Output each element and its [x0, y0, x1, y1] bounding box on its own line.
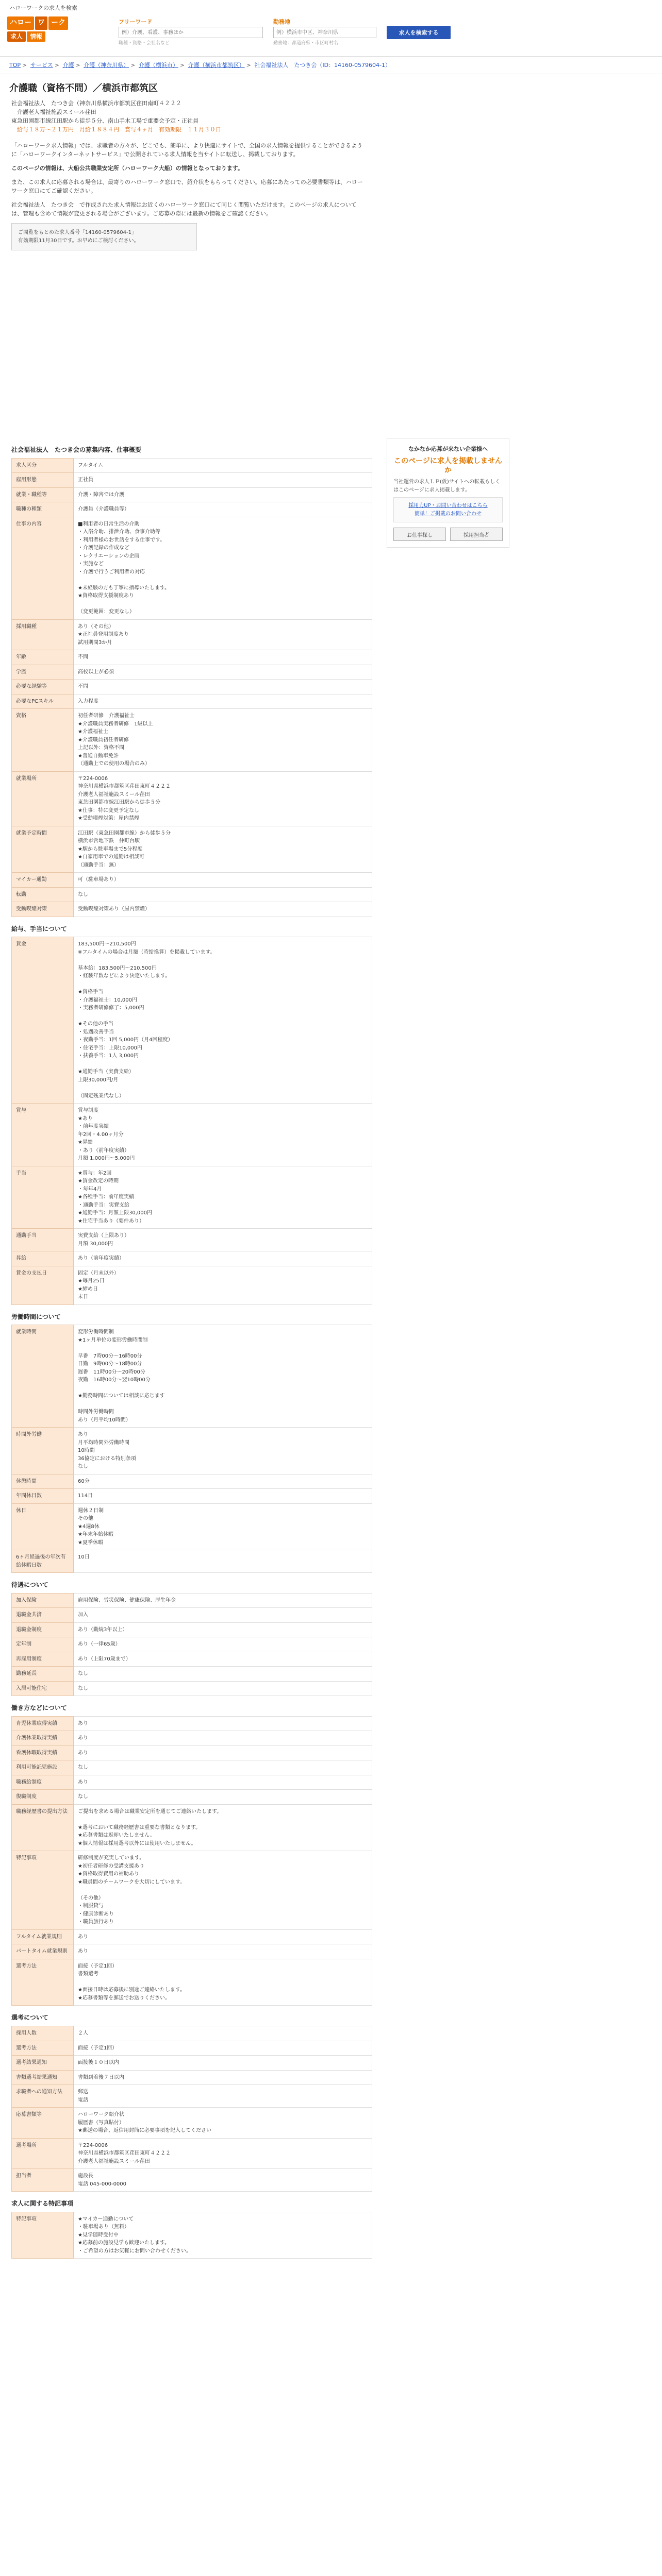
intro-paragraph: 社会福祉法人 たつき会 で作成された求人情報はお近くのハローワーク窓口にて同じく閲覧いただけます。このページの求人については、管理も含めて情報が変更される場合がございます。ご応募の際には最新の情報をご確認ください。	[11, 201, 357, 217]
table-row	[12, 1608, 372, 1623]
table-row	[12, 1550, 372, 1573]
table-row	[12, 937, 372, 1104]
row-value: あり	[74, 1944, 372, 1959]
row-label: 賃金	[12, 937, 74, 1104]
table-row	[12, 2108, 372, 2139]
table-row	[12, 619, 372, 650]
table-row	[12, 2056, 372, 2071]
table-row	[12, 1104, 372, 1166]
row-label: マイカー通勤	[12, 873, 74, 888]
detail-table	[11, 458, 372, 917]
row-label: 年齢	[12, 650, 74, 665]
row-label: 受動喫煙対策	[12, 902, 74, 917]
table-row	[12, 1790, 372, 1805]
row-value: なし	[74, 1667, 372, 1682]
row-label: 通勤手当	[12, 1229, 74, 1251]
area-input[interactable]	[273, 27, 376, 38]
breadcrumb-link[interactable]: 介護（横浜市都筑区）	[188, 62, 245, 69]
sidebar-buttons	[393, 528, 503, 541]
table-row	[12, 1667, 372, 1682]
row-value: 江田駅（東急田園都市線）から徒歩５分 横浜市営地下鉄 仲町台駅 ★駅から駐車場まで5分程度 ★自家用車での通勤は相談可 （通勤手当：無）	[74, 826, 372, 873]
row-value: あり（勤続3年以上）	[74, 1622, 372, 1637]
section-heading: 待遇について	[11, 1581, 48, 1589]
row-value: あり（前年度実績）	[74, 1251, 372, 1266]
table-row	[12, 1851, 372, 1930]
table-row	[12, 1745, 372, 1760]
table-row	[12, 1229, 372, 1251]
table-row	[12, 517, 372, 619]
detail-table	[11, 1716, 372, 2006]
row-label: 選考場所	[12, 2138, 74, 2169]
row-value: 不問	[74, 680, 372, 694]
row-label: 採用職種	[12, 619, 74, 650]
table-row	[12, 1266, 372, 1304]
row-label: 賞与	[12, 1104, 74, 1166]
logo-part: ハロー	[7, 16, 34, 30]
row-label: フルタイム就業規則	[12, 1929, 74, 1944]
breadcrumb-link[interactable]: 介護（神奈川県）	[84, 62, 129, 69]
row-value: 面接（予定1回） 書類選考 ★面接日時は応募後に別途ご連絡いたします。 ★応募書類等を郵送でお送りください。	[74, 1959, 372, 2006]
row-value: 〒224-0006 神奈川県横浜市都筑区荏田東町４２２２ 介護老人福祉施設スミール荏田	[74, 2138, 372, 2169]
recruiter-button[interactable]: 採用担当者	[450, 528, 503, 541]
table-row	[12, 2026, 372, 2041]
detail-table	[11, 1593, 372, 1697]
table-row	[12, 902, 372, 917]
table-row	[12, 502, 372, 517]
row-label: 休日	[12, 1503, 74, 1550]
row-label: 就業予定時間	[12, 826, 74, 873]
row-value: ★マイカー通勤について ・駐車場あり（無料） ★見学随時受付中 ★応募前の施設見学も歓迎いたします。 ・ご希望の方はお気軽にお問い合わせください。	[74, 2212, 372, 2259]
row-value: 固定（月末以外） ★毎月25日 ★締め日 末日	[74, 1266, 372, 1304]
table-row	[12, 1804, 372, 1851]
row-label: 書類選考結果通知	[12, 2070, 74, 2085]
freeword-label: フリーワード	[119, 19, 153, 25]
breadcrumb: TOP > サービス > 介護 > 介護（神奈川県） > 介護（横浜市） > 介護（横浜市都筑区） > 社会福祉法人 たつき会（ID：14160-0579604-1）	[0, 57, 662, 74]
section-heading: 選考について	[11, 2014, 48, 2022]
row-value: 受動喫煙対策あり（屋内禁煙）	[74, 902, 372, 917]
table-row	[12, 1325, 372, 1428]
summary-line: 給与１８万～２１万円 月給１８８４円 賞与４ヶ月 有効期限 １１月３０日	[11, 126, 221, 133]
row-label: 必要なPCスキル	[12, 694, 74, 709]
row-label: 求職者への通知方法	[12, 2085, 74, 2108]
row-value: 60分	[74, 1474, 372, 1489]
row-value: あり 月平均時間外労働時間 10時間 36協定における特別条項 なし	[74, 1428, 372, 1475]
row-value: 正社員	[74, 473, 372, 488]
row-label: 退職金共済	[12, 1608, 74, 1623]
table-row	[12, 1652, 372, 1667]
row-value: 不問	[74, 650, 372, 665]
sidebar-link-box	[393, 497, 503, 522]
breadcrumb-link[interactable]: 介護	[62, 62, 74, 69]
search-button[interactable]: 求人を検索する	[387, 26, 451, 39]
row-value: ★賞与：年2回 ★賃金改定の時期 ・毎年4月 ★各種手当：前年度実績 ・通勤手当：実費支給 ★通勤手当：月額上限30,000円 ★住宅手当あり（要件あり）	[74, 1166, 372, 1229]
row-label: 職種の種類	[12, 502, 74, 517]
table-row	[12, 694, 372, 709]
row-label: 賃金の支払日	[12, 1266, 74, 1304]
area-label: 勤務地	[273, 19, 290, 25]
row-value: 施設長 電話 045-000-0000	[74, 2169, 372, 2192]
row-value: 入力程度	[74, 694, 372, 709]
table-row	[12, 1731, 372, 1746]
row-label: 入居可能住宅	[12, 1681, 74, 1696]
row-value: なし	[74, 1681, 372, 1696]
freeword-hint: 職種・資格・会社名など	[119, 41, 170, 46]
row-label: 選考方法	[12, 1959, 74, 2006]
breadcrumb-link[interactable]: 介護（横浜市）	[138, 62, 178, 69]
job-detail-sections	[11, 438, 372, 2259]
breadcrumb-current: 社会福祉法人 たつき会（ID：14160-0579604-1）	[254, 62, 391, 69]
freeword-input[interactable]	[119, 27, 263, 38]
row-value: 高校以上が必須	[74, 665, 372, 680]
breadcrumb-link[interactable]: サービス	[30, 62, 53, 69]
notice-line: ご閲覧をもとめた求人番号「14160-0579604-1」	[18, 230, 137, 236]
row-value: あり（一律65歳）	[74, 1637, 372, 1652]
row-value: 郵送 電話	[74, 2085, 372, 2108]
job-summary	[0, 99, 662, 134]
row-value: 10日	[74, 1550, 372, 1573]
row-label: 休憩時間	[12, 1474, 74, 1489]
row-label: 選考結果通知	[12, 2056, 74, 2071]
header-search	[119, 18, 454, 54]
table-row	[12, 1251, 372, 1266]
row-value: 加入	[74, 1608, 372, 1623]
table-row	[12, 1474, 372, 1489]
page-title: 介護職（資格不問）／横浜市都筑区	[9, 83, 158, 94]
logo-part: 情報	[27, 31, 45, 42]
row-value: ご提出を求める場合は職業安定所を通じてご連絡いたします。 ★選考において職務経歴書は重要な書類となります。 ★応募書類は返却いたしません。 ★個人情報は採用選考以外には使用いたしません。	[74, 1804, 372, 1851]
row-value: 面接後１０日以内	[74, 2056, 372, 2071]
summary-line: 介護老人福祉施設スミール荏田	[11, 108, 96, 115]
table-row	[12, 1760, 372, 1775]
detail-table	[11, 2212, 372, 2259]
table-row	[12, 2169, 372, 2192]
table-row	[12, 1716, 372, 1731]
table-row	[12, 1637, 372, 1652]
row-value: なし	[74, 887, 372, 902]
row-value: 183,500円～210,500円 ※フルタイムの場合は月額（時給換算）を掲載しています。 基本給：183,500円～210,500円 ・経験年数などにより決定いたします。 ★資格手当 ・介護福祉士：10,000円 ・実務者研修修了：5,000円 ★その他の手当 ・処遇改善手当 ・夜勤手当：1回 5,000円（月4回程度） ・住宅手当：上限10,000円 ・扶養手当：1人 3,000円 ★通勤手当（実費支給） 上限30,000円/月 （固定残業代なし）	[74, 937, 372, 1104]
table-row	[12, 458, 372, 473]
site-header	[0, 14, 662, 57]
table-row	[12, 650, 372, 665]
detail-table	[11, 937, 372, 1305]
row-label: 資格	[12, 709, 74, 772]
intro-paragraph: このページの情報は、大船公共職業安定所（ハローワーク大船）の情報となっております。	[11, 165, 243, 172]
row-value: 書類到着後７日以内	[74, 2070, 372, 2085]
row-value: 変形労働時間制 ★1ヶ月単位の変形労働時間制 早番 7時00分～16時00分 日勤 9時00分～18時00分 遅番 11時00分～20時00分 夜勤 16時00分～翌10時00分 ★勤務時間については相談に応じます 時間外労働時間 あり（月平均10時間）	[74, 1325, 372, 1428]
row-label: 採用人数	[12, 2026, 74, 2041]
table-row	[12, 1489, 372, 1504]
row-label: 6ヶ月経過後の年次有給休暇日数	[12, 1550, 74, 1573]
logo-part: 求人	[7, 31, 26, 42]
row-value: 114日	[74, 1489, 372, 1504]
row-value: あり	[74, 1731, 372, 1746]
table-row	[12, 1622, 372, 1637]
row-value: 賞与制度 ★あり ・前年度実績 年2回・4.00ヶ月分 ★昇給 ・あり（前年度実績） 月額 1,000円～5,000円	[74, 1104, 372, 1166]
site-logo[interactable]	[7, 16, 90, 39]
row-label: 再雇用制度	[12, 1652, 74, 1667]
sidebar-text: 当社運営の求人ＬＰ(仮)サイトへの転載もしくはこのページに求人掲載します。	[393, 479, 501, 493]
section-heading: 働き方などについて	[11, 1704, 67, 1712]
table-row	[12, 1166, 372, 1229]
row-label: 担当者	[12, 2169, 74, 2192]
row-value: あり（上限70歳まで）	[74, 1652, 372, 1667]
row-label: 必要な経験等	[12, 680, 74, 694]
table-row	[12, 1959, 372, 2006]
section-heading: 社会福祉法人 たつき会の募集内容、仕事概要	[11, 446, 142, 453]
sidebar-subtitle: このページに求人を掲載しませんか	[394, 457, 502, 475]
row-label: 就業時間	[12, 1325, 74, 1428]
sidebar-card	[387, 438, 509, 548]
row-label: 時間外労働	[12, 1428, 74, 1475]
row-value: あり（その他） ★正社員登用制度あり 試用期間3か月	[74, 619, 372, 650]
row-value: ２人	[74, 2026, 372, 2041]
row-label: 育児休業取得実績	[12, 1716, 74, 1731]
row-value: 雇用保険、労災保険、健康保険、厚生年金	[74, 1593, 372, 1608]
table-row	[12, 2138, 372, 2169]
row-value: あり	[74, 1745, 372, 1760]
job-search-button[interactable]: お仕事探し	[393, 528, 446, 541]
row-label: 仕事の内容	[12, 517, 74, 619]
sidebar-link[interactable]: 採用力UP・お問い合わせはこちら	[408, 503, 488, 509]
table-row	[12, 709, 372, 772]
table-row	[12, 1944, 372, 1959]
table-row	[12, 1929, 372, 1944]
row-label: 年間休日数	[12, 1489, 74, 1504]
detail-table	[11, 2026, 372, 2192]
row-value: あり	[74, 1775, 372, 1790]
row-value: あり	[74, 1716, 372, 1731]
row-label: 選考方法	[12, 2041, 74, 2056]
row-label: 特記事項	[12, 1851, 74, 1930]
table-row	[12, 2212, 372, 2259]
row-value: 介護・障害では介護	[74, 487, 372, 502]
row-label: 職務経歴書の提出方法	[12, 1804, 74, 1851]
row-label: 勤務延長	[12, 1667, 74, 1682]
table-row	[12, 887, 372, 902]
table-row	[12, 1503, 372, 1550]
row-label: 退職金制度	[12, 1622, 74, 1637]
row-value: 研修制度が充実しています。 ★初任者研修の受講支援あり ★資格取得費用の補助あり ★職員間のチームワークを大切にしています。 （その他） ・制服貸与 ・健康診断あり ・職員旅行あり	[74, 1851, 372, 1930]
row-label: 転勤	[12, 887, 74, 902]
section-heading: 求人に関する特記事項	[11, 2200, 74, 2208]
row-value: 週休２日制 その他 ★4週8休 ★年末年始休暇 ★夏季休暇	[74, 1503, 372, 1550]
summary-line: 東急田園都市線江田駅から徒歩５分、南山手木工場で重要会予定・正社員	[11, 117, 198, 125]
row-label: 雇用形態	[12, 473, 74, 488]
row-value: 〒224-0006 神奈川県横浜市都筑区荏田東町４２２２ 介護老人福祉施設スミール荏田 東急田園都市線江田駅から徒歩５分 ★仕事：特に変更予定なし ★受動喫煙対策：屋内禁煙	[74, 771, 372, 826]
row-value: 可（駐車場あり）	[74, 873, 372, 888]
table-row	[12, 487, 372, 502]
intro-paragraph: また、この求人に応募される場合は、最寄りのハローワーク窓口で、紹介状をもらってください。応募にあたっての必要書類等は、ハローワーク窓口にてご確認ください。	[11, 179, 363, 195]
intro-paragraph: 「ハローワーク求人情報」では、求職者の方々が、どこでも、簡単に、より快適にサイトで、全国の求人情報を提供することができるように「ハローワークインターネットサービス」で公開されている求人情報を当サイトに転送し、掲載しております。	[11, 142, 363, 158]
logo-part: ーク	[48, 16, 68, 30]
table-row	[12, 680, 372, 694]
table-row	[12, 2041, 372, 2056]
table-row	[12, 2070, 372, 2085]
row-label: 学歴	[12, 665, 74, 680]
row-value: 初任者研修 介護福祉士 ★介護職員実務者研修 1級以上 ★介護福祉士 ★介護職員初任者研修 上記以外：資格不問 ★普通自動車免許 （通勤上での使用の場合のみ）	[74, 709, 372, 772]
table-row	[12, 1428, 372, 1475]
table-row	[12, 771, 372, 826]
row-label: 応募書類等	[12, 2108, 74, 2139]
row-value: ■利用者の日常生活の介助 ・入浴介助、排泄介助、食事介助等 ・利用者様のお世話をする仕事です。 ・介護記録の作成など ・レクリエーションの企画 ・実施など ・介護で行うご利用者の対応 ★未経験の方も丁寧に指導いたします。 ★資格取得支援制度あり （変更範囲：変更なし）	[74, 517, 372, 619]
row-label: 昇給	[12, 1251, 74, 1266]
sidebar-title: なかなか応募が来ない企業様へ	[408, 446, 488, 452]
table-row	[12, 1775, 372, 1790]
row-label: 就業場所	[12, 771, 74, 826]
row-label: 介護休業取得実績	[12, 1731, 74, 1746]
section-heading: 給与、手当について	[11, 925, 67, 933]
table-row	[12, 826, 372, 873]
table-row	[12, 873, 372, 888]
row-value: ハローワーク紹介状 履歴書（写真貼付） ★郵送の場合、返信用封筒に必要事項を記入してください	[74, 2108, 372, 2139]
breadcrumb-link[interactable]: TOP	[9, 62, 21, 69]
table-row	[12, 1681, 372, 1696]
summary-line: 社会福祉法人 たつき会（神奈川県横浜市都筑区荏田南町４２２２	[11, 99, 181, 107]
row-label: 職務給制度	[12, 1775, 74, 1790]
row-value: なし	[74, 1790, 372, 1805]
sidebar	[387, 438, 509, 548]
section-heading: 労働時間について	[11, 1313, 61, 1320]
logo-part: ワ	[35, 16, 47, 30]
area-hint: 勤務地：都道府県・市区町村名	[273, 41, 339, 46]
table-row	[12, 1593, 372, 1608]
notice-line: 有効期限11月30日です。お早めにご検討ください。	[18, 238, 139, 244]
row-value: 介護員（介護職員等）	[74, 502, 372, 517]
row-value: なし	[74, 1760, 372, 1775]
row-label: パートタイム就業規則	[12, 1944, 74, 1959]
notice-box	[11, 223, 197, 250]
row-value: 面接（予定1回）	[74, 2041, 372, 2056]
row-value: フルタイム	[74, 458, 372, 473]
table-row	[12, 665, 372, 680]
row-label: 利用可能託児施設	[12, 1760, 74, 1775]
row-label: 就業・職種等	[12, 487, 74, 502]
sidebar-link-2[interactable]: 簡単！ご掲載のお問い合わせ	[415, 511, 482, 517]
row-label: 加入保険	[12, 1593, 74, 1608]
row-label: 復職制度	[12, 1790, 74, 1805]
row-label: 定年制	[12, 1637, 74, 1652]
intro-text	[11, 141, 367, 218]
row-label: 手当	[12, 1166, 74, 1229]
row-value: 実費支給（上限あり） 月額 30,000円	[74, 1229, 372, 1251]
row-label: 求人区分	[12, 458, 74, 473]
detail-table	[11, 1325, 372, 1573]
top-strip: ハローワークの求人を検索	[9, 5, 77, 11]
row-label: 看護休暇取得実績	[12, 1745, 74, 1760]
table-row	[12, 2085, 372, 2108]
row-label: 特記事項	[12, 2212, 74, 2259]
row-value: あり	[74, 1929, 372, 1944]
table-row	[12, 473, 372, 488]
